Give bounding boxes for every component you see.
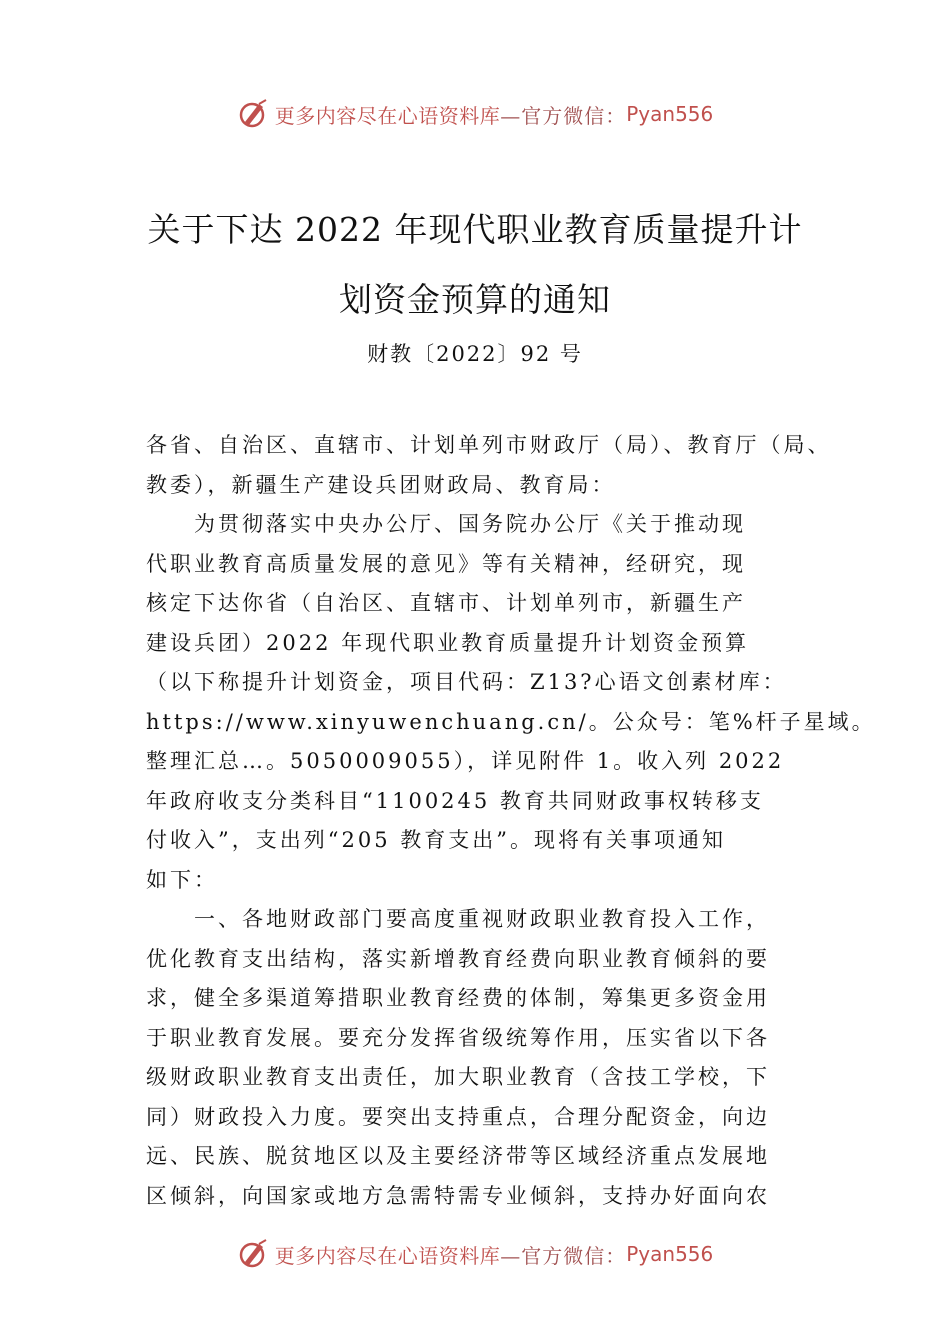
- body-line: 求，健全多渠道筹措职业教育经费的体制，筹集更多资金用: [146, 986, 770, 1010]
- body-line: 各省、自治区、直辖市、计划单列市财政厅（局）、教育厅（局、: [146, 433, 832, 457]
- watermark-separator: —官方微信：: [500, 1243, 627, 1268]
- quill-logo-icon: [237, 1238, 269, 1270]
- body-line: 整理汇总…。5050009055），详见附件 1。收入列 2022: [146, 749, 785, 773]
- body-line: 一、各地财政部门要高度重视财政职业教育投入工作，: [194, 907, 770, 931]
- body-line: 于职业教育发展。要充分发挥省级统筹作用，压实省以下各: [146, 1025, 770, 1050]
- body-line: 优化教育支出结构，落实新增教育经费向职业教育倾斜的要: [146, 946, 770, 971]
- body-line: 核定下达你省（自治区、直辖市、计划单列市，新疆生产: [146, 591, 746, 615]
- body-line: 付收入”，支出列“205 教育支出”。现将有关事项通知: [146, 828, 726, 852]
- watermark-wechat-id: Pyan556: [626, 102, 714, 126]
- document-title-line-1: 关于下达 2022 年现代职业教育质量提升计: [147, 210, 803, 249]
- body-line: 教委），新疆生产建设兵团财政局、教育局：: [146, 472, 616, 497]
- watermark-separator: —官方微信：: [500, 103, 627, 128]
- watermark-banner-bottom: [0, 1234, 950, 1274]
- watermark-wechat-id: Pyan556: [626, 1242, 714, 1266]
- body-line: （以下称提升计划资金，项目代码：Z13?心语文创素材库：: [146, 670, 787, 694]
- body-line: 为贯彻落实中央办公厅、国务院办公厅《关于推动现: [194, 512, 746, 536]
- watermark-banner-top: [0, 94, 950, 134]
- body-line: 如下：: [146, 867, 218, 892]
- document-number: 财教〔2022〕92 号: [367, 342, 583, 366]
- body-line: 区倾斜，向国家或地方急需特需专业倾斜，支持办好面向农: [146, 1183, 770, 1208]
- body-line: https://www.xinyuwenchuang.cn/。公众号：笔%杆子星域。: [146, 709, 876, 734]
- body-line: 级财政职业教育支出责任，加大职业教育（含技工学校，下: [146, 1065, 770, 1089]
- document-body: [146, 426, 876, 1216]
- body-line: 年政府收支分类科目“1100245 教育共同财政事权转移支: [146, 788, 764, 813]
- body-line: 远、民族、脱贫地区以及主要经济带等区域经济重点发展地: [146, 1144, 770, 1168]
- body-line: 同）财政投入力度。要突出支持重点，合理分配资金，向边: [146, 1104, 770, 1129]
- watermark-text: 更多内容尽在心语资料库: [274, 103, 501, 128]
- body-line: 代职业教育高质量发展的意见》等有关精神，经研究，现: [146, 551, 746, 576]
- watermark-text: 更多内容尽在心语资料库: [274, 1243, 501, 1268]
- quill-logo-icon: [237, 98, 269, 130]
- document-title-line-2: 划资金预算的通知: [339, 280, 611, 319]
- body-line: 建设兵团）2022 年现代职业教育质量提升计划资金预算: [146, 630, 750, 655]
